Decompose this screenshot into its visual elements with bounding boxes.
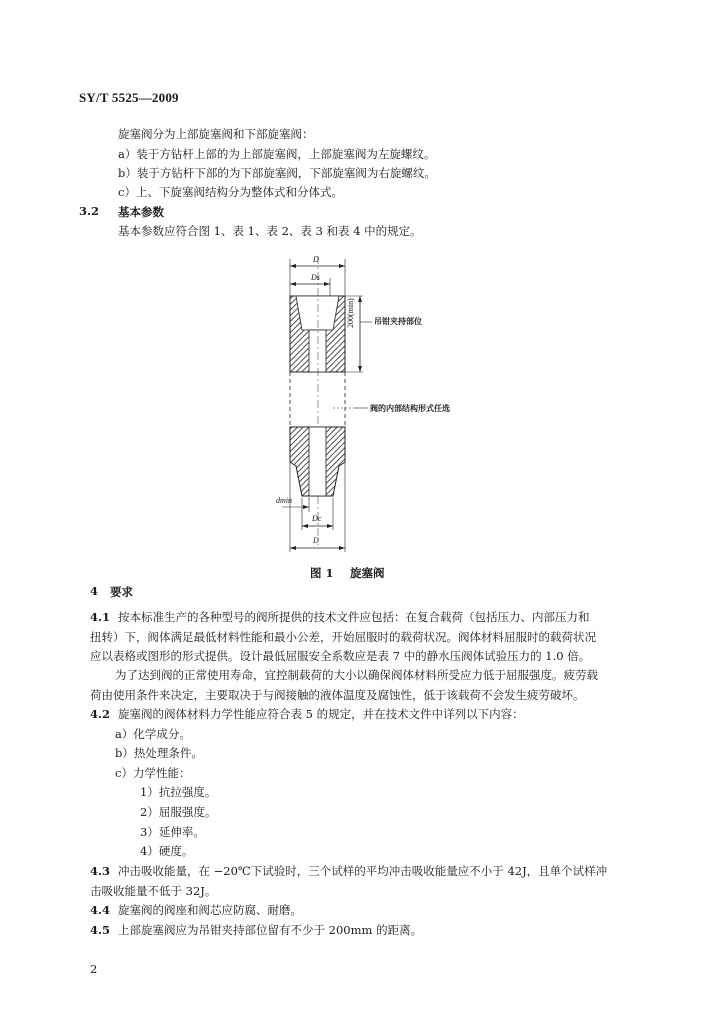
clause-4-2-item-a: a）化学成分。 (115, 727, 191, 741)
figure-caption-title: 旋塞阀 (350, 566, 385, 580)
standard-code: SY/T 5525—2009 (79, 90, 179, 105)
intro-item-c: c）上、下旋塞阀结构分为整体式和分体式。 (118, 185, 343, 199)
clause-4-2-subitem-2: 2）屈服强度。 (140, 805, 217, 819)
clause-4-1-line-4: 为了达到阀的正常使用寿命，宜控制载荷的大小以确保阀体材料所受应力低于屈服强度。疲劳载 (115, 668, 598, 682)
section-4-title: 要求 (110, 585, 133, 599)
clause-4-4-text: 旋塞阀的阀座和阀芯应防腐、耐磨。 (118, 903, 302, 917)
figure-caption-number: 图 1 (310, 566, 334, 580)
fig-label-clamp: 吊钳夹持部位 (374, 317, 422, 326)
clause-4-3-line-1: 冲击吸收能量，在 −20℃下试验时，三个试样的平均冲击吸收能量应不小于 42J，且单个试样冲 (118, 864, 608, 878)
intro-item-a: a）装于方钻杆上部的为上部旋塞阀，上部旋塞阀为左旋螺纹。 (118, 147, 436, 161)
clause-4-5-number: 4.5 (90, 923, 111, 937)
clause-4-2-subitem-4: 4）硬度。 (140, 844, 194, 858)
clause-4-1-line-1: 按本标准生产的各种型号的阀所提供的技术文件应包括：在复合载荷（包括压力、内部压力和 (118, 610, 590, 624)
section-3-2-title: 基本参数 (118, 205, 164, 219)
fig-label-Dc: Dc (312, 514, 322, 523)
clause-4-1-line-2: 扭转）下，阀体满足最低材料性能和最小公差，开始屈服时的载荷状况。阀体材料屈服时的载荷状况 (90, 630, 596, 644)
clause-4-2-item-b: b）热处理条件。 (115, 746, 203, 760)
clause-4-5-text: 上部旋塞阀应为吊钳夹持部位留有不少于 200mm 的距离。 (118, 923, 423, 937)
section-4-number: 4 (90, 584, 99, 598)
fig-label-D-bottom: D (313, 536, 319, 545)
clause-4-1-line-5: 荷由使用条件来决定，主要取决于与阀接触的液体温度及腐蚀性，低于该载荷不会发生疲劳破坏。 (90, 688, 585, 702)
section-3-2-text: 基本参数应符合图 1、表 1、表 2、表 3 和表 4 中的规定。 (118, 224, 422, 238)
fig-label-200min: 200(min) (346, 298, 355, 328)
clause-4-4-number: 4.4 (90, 903, 111, 917)
clause-4-2-item-c: c）力学性能： (115, 766, 191, 780)
fig-label-Ds: Ds (311, 273, 320, 282)
clause-4-3-number: 4.3 (90, 864, 111, 878)
fig-label-internal: 阀的内部结构形式任选 (370, 404, 450, 413)
clause-4-2-subitem-1: 1）抗拉强度。 (140, 785, 217, 799)
clause-4-2-subitem-3: 3）延伸率。 (140, 825, 205, 839)
clause-4-1-line-3: 应以表格或图形的形式提供。设计最低屈服安全系数应是表 7 中的静水压阀体试验压力的 1.0 倍。 (90, 649, 591, 663)
section-3-2-number: 3.2 (79, 204, 100, 218)
fig-label-dmin: dmin (276, 496, 292, 505)
fig-label-D-top: D (313, 255, 319, 264)
clause-4-2-text: 旋塞阀的阀体材料力学性能应符合表 5 的规定，并在技术文件中详列以下内容： (118, 707, 524, 721)
clause-4-3-line-2: 击吸收能量不低于 32J。 (90, 884, 217, 898)
page-number: 2 (90, 962, 98, 976)
clause-4-2-number: 4.2 (90, 707, 111, 721)
intro-item-b: b）装于方钻杆下部的为下部旋塞阀，下部旋塞阀为右旋螺纹。 (118, 166, 436, 180)
clause-4-1-number: 4.1 (90, 610, 111, 624)
intro-lead: 旋塞阀分为上部旋塞阀和下部旋塞阀： (118, 127, 314, 141)
